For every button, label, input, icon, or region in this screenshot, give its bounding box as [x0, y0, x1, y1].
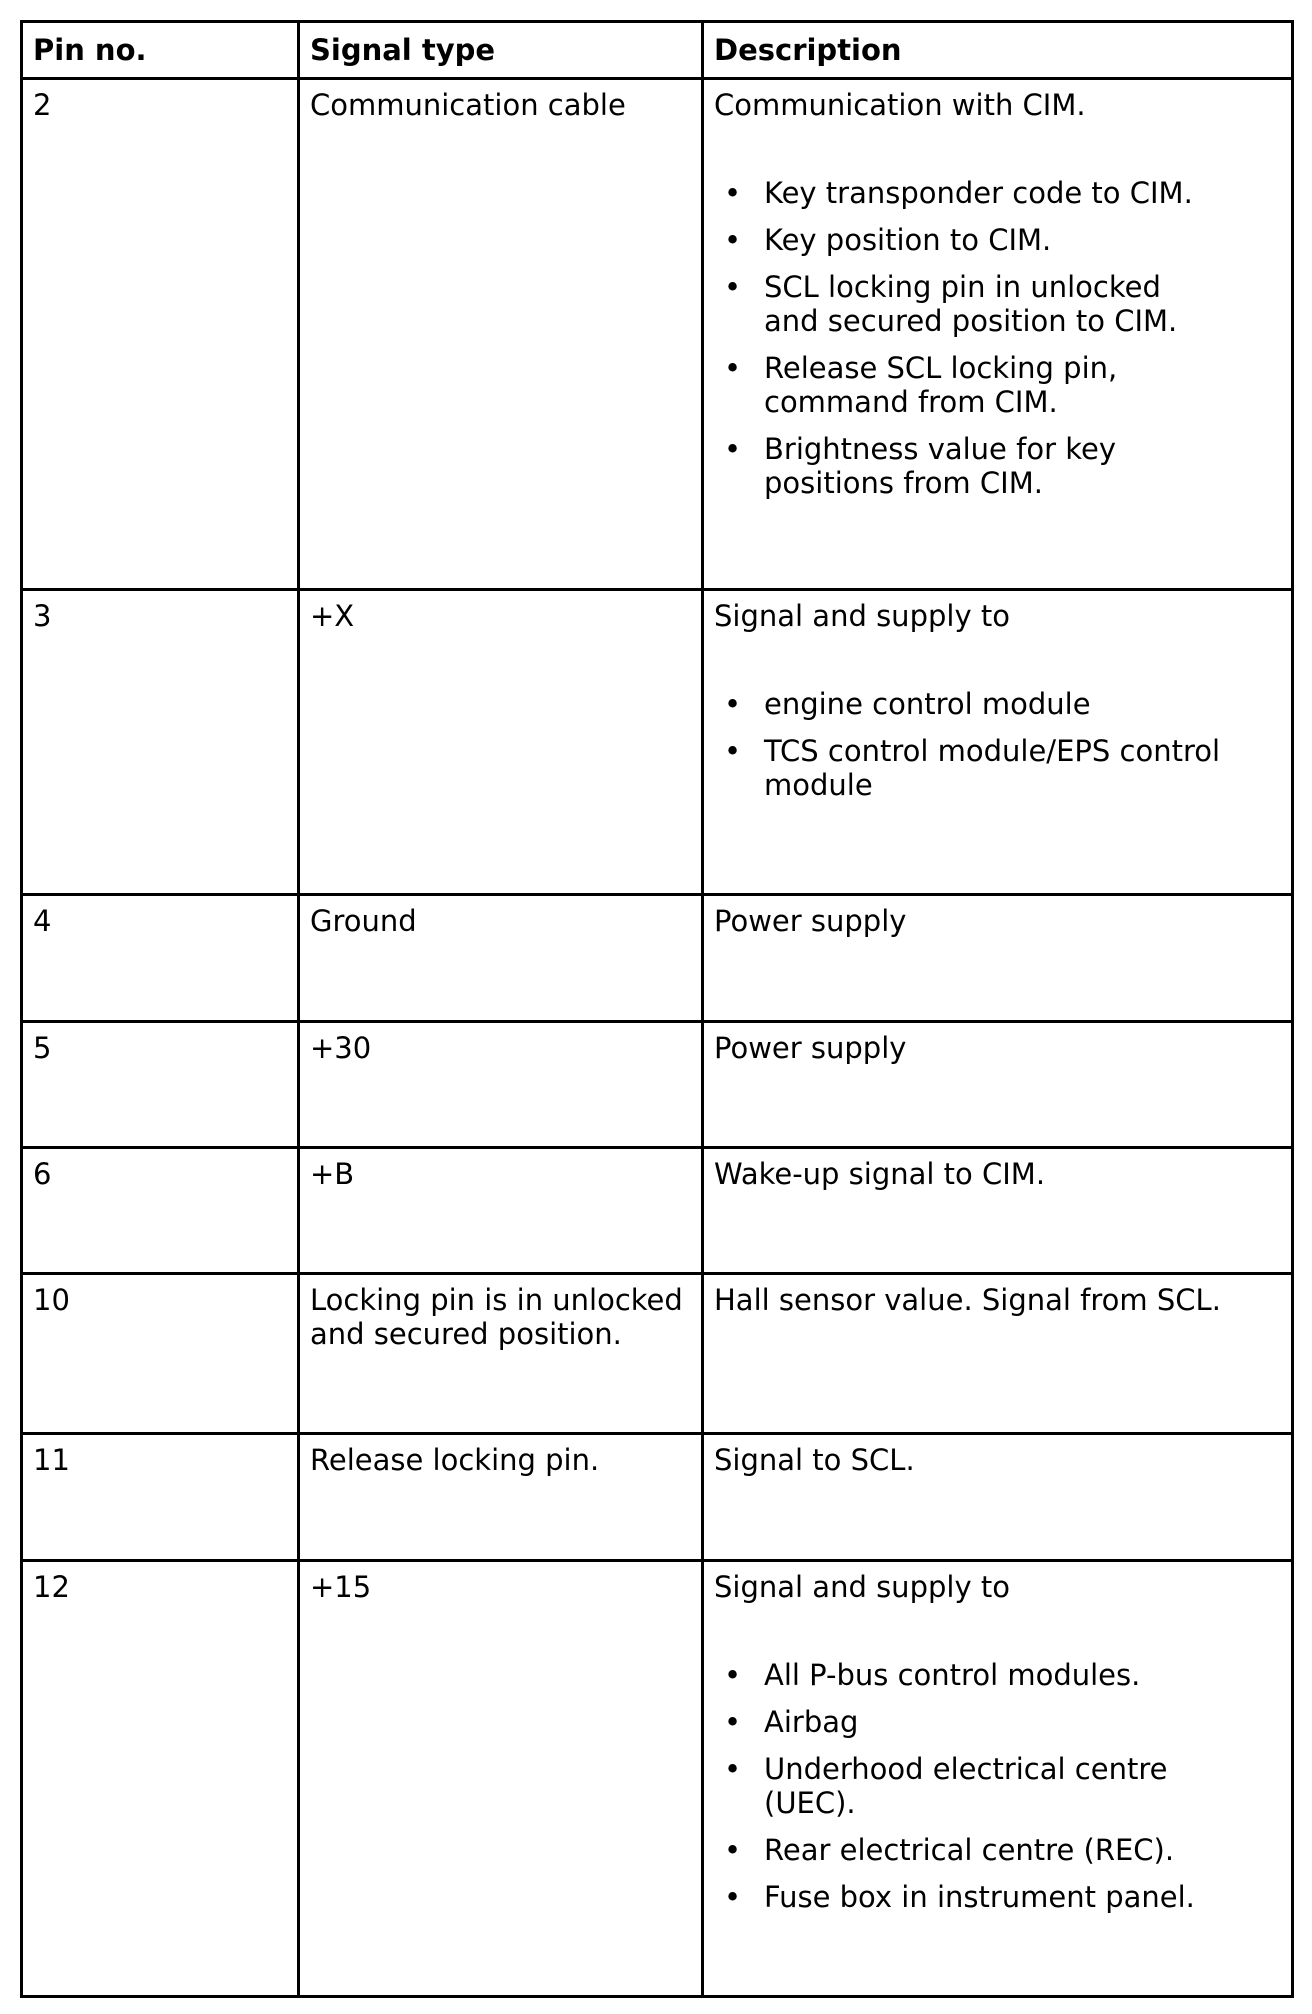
pin-number-cell: 5 — [22, 1022, 299, 1148]
description-text: Signal and supply to — [714, 1570, 1010, 1604]
description-bullet-item: • Underhood electrical centre (UEC). — [714, 1752, 1281, 1820]
table-row — [22, 895, 1293, 1022]
signal-type-cell: +B — [299, 1148, 703, 1274]
description-text: Wake-up signal to CIM. — [714, 1157, 1046, 1191]
table-row — [22, 1022, 1293, 1148]
pin-number-cell: 2 — [22, 79, 299, 590]
description-bullet-list — [714, 176, 1281, 500]
pin-number-cell: 3 — [22, 590, 299, 895]
description-bullet-item: • All P-bus control modules. — [714, 1658, 1281, 1692]
description-cell — [703, 1148, 1293, 1274]
header-signal-type: Signal type — [299, 22, 703, 79]
description-bullet-item: • Rear electrical centre (REC). — [714, 1833, 1281, 1867]
description-text: Signal and supply to — [714, 599, 1010, 633]
table-body — [22, 79, 1293, 1997]
description-text: Power supply — [714, 1031, 907, 1065]
description-text: Communication with CIM. — [714, 88, 1086, 122]
header-description: Description — [703, 22, 1293, 79]
description-text: Signal to SCL. — [714, 1443, 915, 1477]
signal-type-cell: Locking pin is in unlocked and secured position. — [299, 1274, 703, 1434]
table-row — [22, 1561, 1293, 1997]
pin-number-cell: 4 — [22, 895, 299, 1022]
description-bullet-item: • SCL locking pin in unlocked and secured position to CIM. — [714, 270, 1281, 338]
description-bullet-list — [714, 1658, 1281, 1914]
description-bullet-item: • Release SCL locking pin, command from CIM. — [714, 351, 1281, 419]
description-cell — [703, 1434, 1293, 1561]
pin-number-cell: 10 — [22, 1274, 299, 1434]
description-bullet-item: • Airbag — [714, 1705, 1281, 1739]
signal-type-cell: +30 — [299, 1022, 703, 1148]
signal-type-cell: Ground — [299, 895, 703, 1022]
description-bullet-item: • Key transponder code to CIM. — [714, 176, 1281, 210]
pin-number-cell: 11 — [22, 1434, 299, 1561]
signal-type-cell: Communication cable — [299, 79, 703, 590]
description-cell — [703, 1274, 1293, 1434]
table-row — [22, 79, 1293, 590]
table-row — [22, 1148, 1293, 1274]
pin-signal-table — [20, 20, 1294, 1998]
signal-type-cell: Release locking pin. — [299, 1434, 703, 1561]
description-cell — [703, 590, 1293, 895]
description-bullet-item: • TCS control module/EPS control module — [714, 734, 1281, 802]
description-bullet-item: • engine control module — [714, 687, 1281, 721]
description-bullet-item: • Fuse box in instrument panel. — [714, 1880, 1281, 1914]
description-text: Hall sensor value. Signal from SCL. — [714, 1283, 1221, 1317]
table-row — [22, 1434, 1293, 1561]
pin-number-cell: 12 — [22, 1561, 299, 1997]
signal-type-cell: +X — [299, 590, 703, 895]
header-pin-no: Pin no. — [22, 22, 299, 79]
description-cell — [703, 1022, 1293, 1148]
description-bullet-list — [714, 687, 1281, 802]
pin-number-cell: 6 — [22, 1148, 299, 1274]
description-cell — [703, 79, 1293, 590]
table-row — [22, 590, 1293, 895]
description-cell — [703, 895, 1293, 1022]
description-text: Power supply — [714, 904, 907, 938]
description-cell — [703, 1561, 1293, 1997]
table-row — [22, 1274, 1293, 1434]
signal-type-cell: +15 — [299, 1561, 703, 1997]
description-bullet-item: • Brightness value for key positions from CIM. — [714, 432, 1281, 500]
table-header-row — [22, 22, 1293, 79]
description-bullet-item: • Key position to CIM. — [714, 223, 1281, 257]
